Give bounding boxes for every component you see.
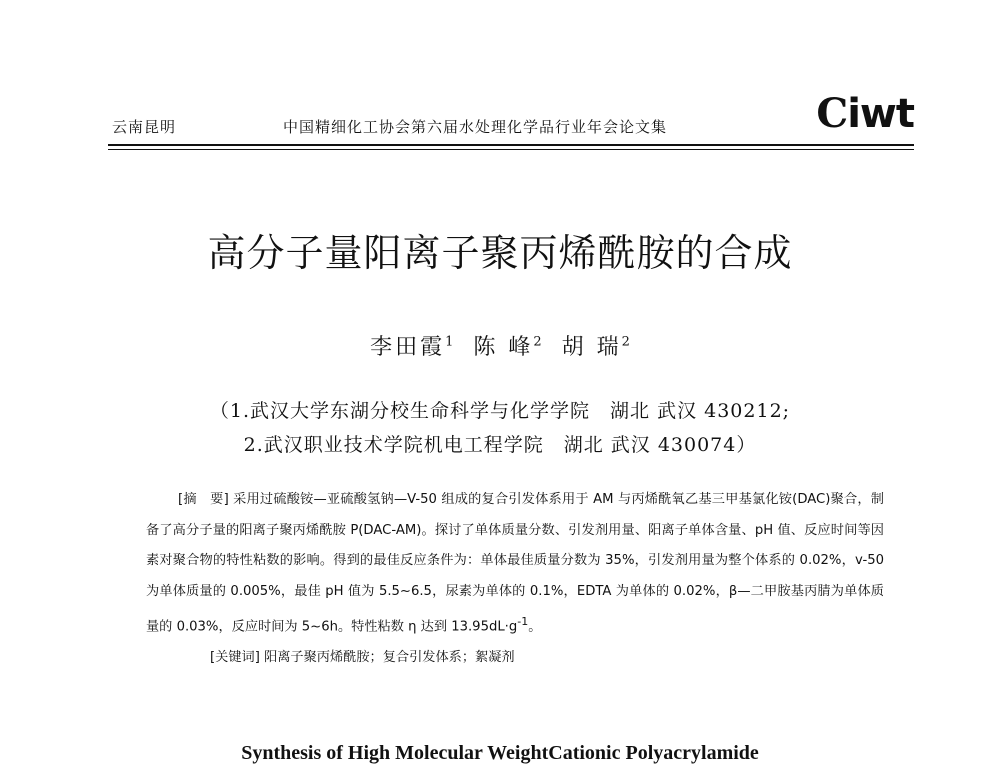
abstract-paragraph: [摘 要] 采用过硫酸铵—亚硫酸氢钠—V-50 组成的复合引发体系用于 AM 与丙烯酰氧乙基三甲基氯化铵(DAC)聚合，制备了高分子量的阳离子聚丙烯酰胺 P(DAC-AM)。探讨了单体质量分数、引发剂用量、阳离子单体含量、pH 值、反应时间等因素对聚合物的特性粘数的影响。得到的最佳反应条件为：单体最佳质量分数为 35%，引发剂用量为整个体系的 0.02%，v-50 为单体质量的 0.005%，最佳 pH 值为 5.5~6.5，尿素为单体的 0.1%，EDTA 为单体的 0.02%，β—二甲胺基丙腈为单体质量的 0.03%，反应时间为 5~6h。特性粘数 η 达到 $13.95dL\cdot g^{-1}$。 (146, 492, 884, 635)
header-proceedings: 中国精细化工协会第六届水处理化学品行业年会论文集 (283, 118, 668, 136)
keywords-label: [关键词] (210, 649, 260, 665)
abstract-block (146, 485, 884, 673)
paper-title: 高分子量阳离子聚丙烯酰胺的合成 (207, 231, 793, 275)
abstract-superscript: -1 (517, 615, 529, 628)
abstract-text: 采用过硫酸铵—亚硫酸氢钠—V-50 组成的复合引发体系用于 AM 与丙烯酰氧乙基三甲基氯化铵(DAC)聚合，制备了高分子量的阳离子聚丙烯酰胺 P(DAC-AM)。探讨了单体质量分数、引发剂用量、阳离子单体含量、pH 值、反应时间等因素对聚合物的特性粘数的影响。得到的最佳反应条件为：单体最佳质量分数为 35%，引发剂用量为整个体系的 0.02%，v-50 为单体质量的 0.005%，最佳 pH 值为 5.5~6.5，尿素为单体的 0.1%，EDTA 为单体的 0.02%，β—二甲胺基丙腈为单体质量的 0.03%，反应时间为 5~6h。特性粘数 η 达到 13.95dL·g (146, 492, 884, 635)
keywords-text: 阳离子聚丙烯酰胺；复合引发体系；絮凝剂 (264, 649, 515, 665)
affiliation-1: （1.武汉大学东湖分校生命科学与化学学院 湖北 武汉 430212; (209, 400, 791, 422)
iwt-logo: Ciwt (816, 90, 914, 137)
running-header (108, 92, 914, 142)
author-1: 李田霞$^1$ (370, 334, 454, 360)
header-rule-thin (108, 149, 914, 150)
keywords-line (146, 643, 884, 674)
header-location: 云南昆明 (112, 118, 177, 136)
author-3: 胡 瑞$^2$ (561, 334, 630, 360)
author-list (0, 330, 1000, 361)
affiliation-2: 2.武汉职业技术学院机电工程学院 湖北 武汉 430074） (243, 434, 757, 456)
author-2: 陈 峰$^2$ (473, 334, 542, 360)
english-title: Synthesis of High Molecular WeightCationic Polyacrylamide (241, 742, 759, 764)
header-rule-thick (108, 144, 914, 146)
abstract-label: [摘 要] (178, 492, 229, 507)
